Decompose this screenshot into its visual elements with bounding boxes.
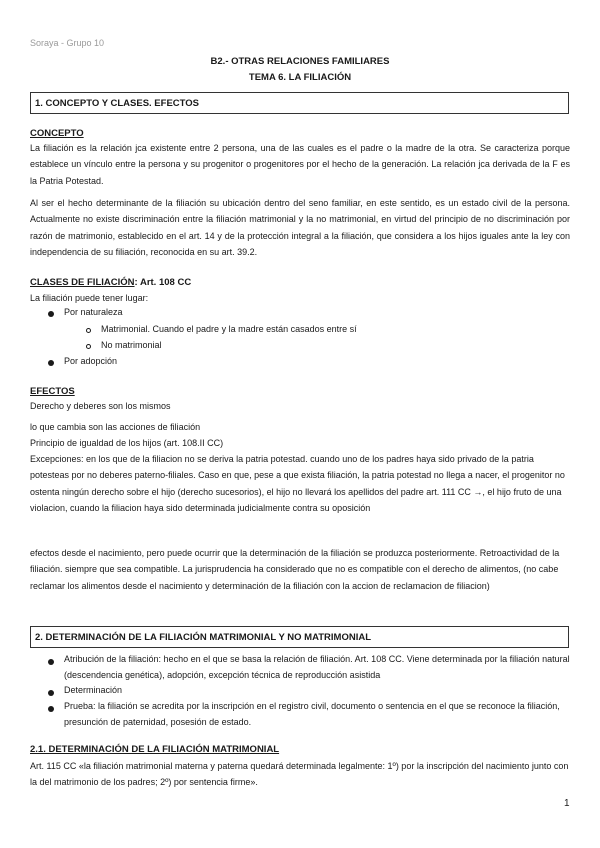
efectos-excepciones: Excepciones: en los que de la filiacion no se deriva la patria potestad. cuando uno de los padres haya sido privado de la patria potesteas por no deberes paterno-filiales. Caso en que, pese a que exista filiación, la patria potestad no llega a nacer, el progenitor no ostenta ningún derecho sobre el hijo (derecho sucesorios), el hijo no llevará los apellidos del padre art. 111 CC →, el hijo fruto de una violacion, cuando la filiacion haya sido determinada judicialmente contra su oposición [30,454,565,513]
bullet-dot-icon [48,706,54,712]
determinacion-atribucion: Atribución de la filiación: hecho en el que se basa la relación de filiación. Art. 108 CC. Viene determinada por la filiación natural (descendencia genética), adopción, excepción técnica de reproducción asistida [64,654,570,681]
efectos-retroactividad: efectos desde el nacimiento, pero puede ocurrir que la determinación de la filiación se produzca posteriormente. Retroactividad de la filiación. siempre que sea compatible. La jurisprudencia ha considerado que no es compatible con el derecho de alimentos, (no cabe reclamar los alimentos desde el nacimiento y determinación de la filiación con la accion de reclamacion de filiacion) [30,548,560,591]
efectos-heading [30,386,75,397]
determinacion-prueba: Prueba: la filiación se acredita por la inscripción en el registro civil, documento o sentencia en el que se reconoce la filiación, presunción de paternidad, posesión de estado. [64,701,560,728]
clases-item-naturaleza: Por naturaleza [64,307,123,317]
clases-item-adopcion: Por adopción [64,356,118,366]
clases-intro: La filiación puede tener lugar: [30,293,149,303]
bullet-dot-icon [48,360,54,366]
clases-heading-ref: : Art. 108 CC [134,277,192,288]
block-title: B2.- OTRAS RELACIONES FAMILIARES [210,56,390,67]
header-note: Soraya - Grupo 10 [30,38,105,48]
art-115-paragraph: Art. 115 CC «la filiación matrimonial materna y paterna quedará determinada legalmente: 1º) por la inscripción del nacimiento junto con la del matrimonio de los padres; 2º) por sentencia firme». [30,761,569,788]
sub-bullet-circle-icon [86,328,91,333]
sub-bullet-circle-icon [86,344,91,349]
bullet-dot-icon [48,311,54,317]
page-number: 1 [564,798,570,809]
topic-title: TEMA 6. LA FILIACIÓN [248,72,352,83]
efectos-line-2: lo que cambia son las acciones de filiación [30,422,201,432]
clases-heading [30,277,191,288]
filiacion-matrimonial-heading [30,744,279,755]
clases-sub-no-matrimonial: No matrimonial [101,340,162,350]
concepto-paragraph-1: La filiación es la relación jca existente entre 2 persona, una de las cuales es el padre o la madre de la otra. Se caracteriza porque establece un vínculo entre la persona y su progenitor o progenitores por el hecho de la generación. La relación jca derivada de la F es la Patria Potestad. [30,143,570,186]
clases-heading-text: CLASES DE FILIACIÓN [30,277,135,288]
determinacion-item: Determinación [64,685,123,695]
filiacion-matrimonial-heading-text: 2.1. DETERMINACIÓN DE LA FILIACIÓN MATRIMONIAL [30,744,280,755]
bullet-dot-icon [48,690,54,696]
efectos-line-3: Principio de igualdad de los hijos (art. 108.II CC) [30,438,224,448]
section-2-heading: 2. DETERMINACIÓN DE LA FILIACIÓN MATRIMONIAL Y NO MATRIMONIAL [30,626,569,648]
concepto-paragraph-2: Al ser el hecho determinante de la filiación su ubicación dentro del seno familiar, en este sentido, es un estado civil de la persona. Actualmente no existe discriminación entre la filiación matrimonial y la no matrimonial, en virtud del principio de no discriminación por razón de matrimonio, establecido en el art. 14 y de la protección integral a la filiación, que considera a los hijos iguales ante la ley con independencia de su filiación, reconocida en su art. 39.2. [30,198,570,257]
clases-sub-matrimonial: Matrimonial. Cuando el padre y la madre están casados entre sí [101,324,357,334]
bullet-dot-icon [48,659,54,665]
efectos-line-1: Derecho y deberes son los mismos [30,401,171,411]
concepto-heading-text: CONCEPTO [30,128,84,139]
section-1-heading: 1. CONCEPTO Y CLASES. EFECTOS [30,92,569,114]
efectos-heading-text: EFECTOS [30,386,75,397]
concepto-heading [30,128,84,139]
